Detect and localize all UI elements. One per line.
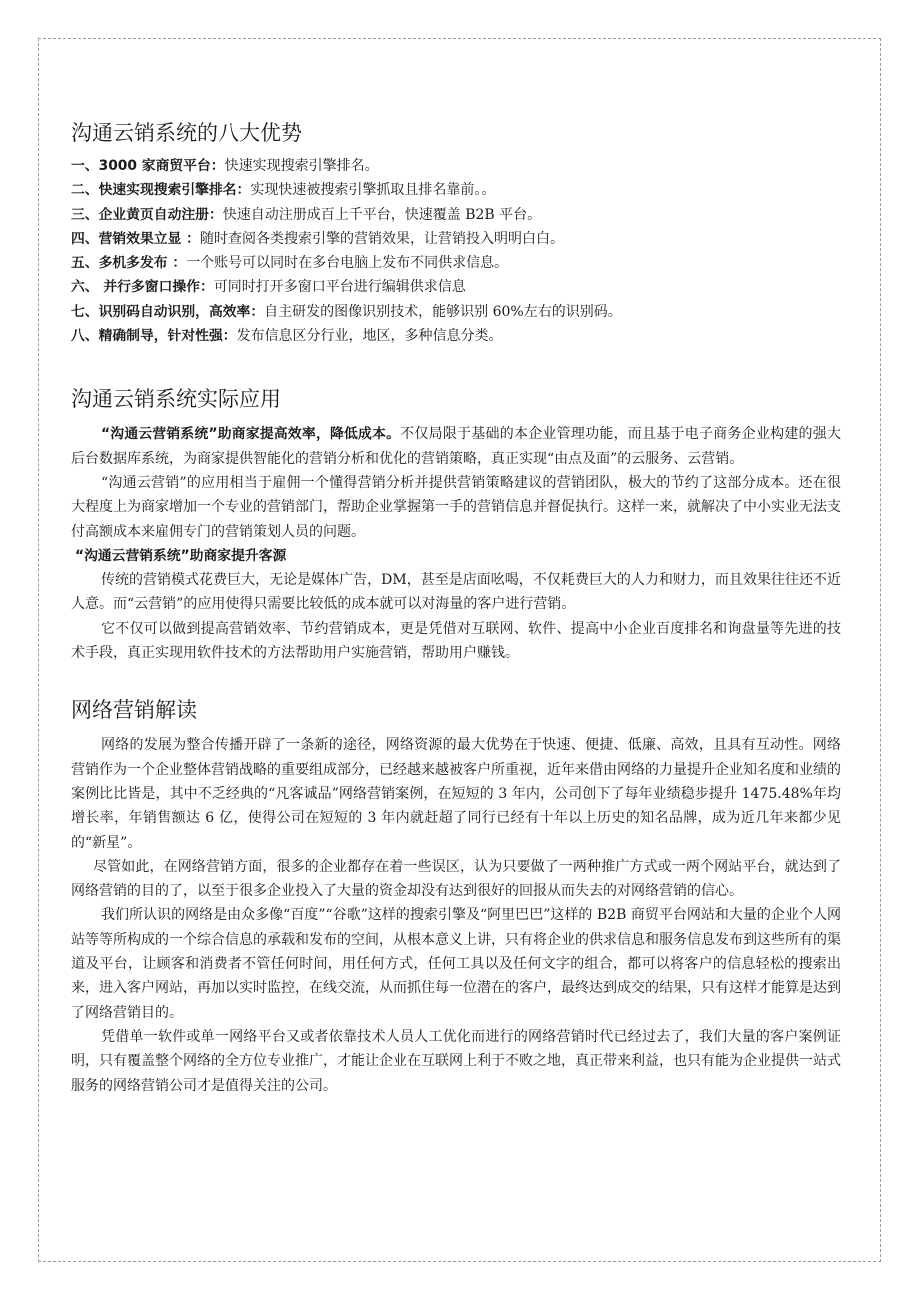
list-item: 四、营销效果立显 ：随时查阅各类搜索引擎的营销效果，让营销投入明明白白。 (71, 230, 564, 247)
paragraph: “沟通云营销系统”助商家提高效率，降低成本。不仅局限于基础的本企业管理功能，而且基于电子商务企业构建的强大后台数据库系统，为商家提供智能化的营销分析和优化的营销策略，真正实现“由点及面”的云服务、云营销。 (71, 426, 842, 467)
paragraph: “沟通云营销”的应用相当于雇佣一个懂得营销分析并提供营销策略建议的营销团队，极大的节约了这部分成本。还在很大程度上为商家增加一个专业的营销部门，帮助企业掌握第一手的营销信息并督促执行。这样一来，就解决了中小实业无法支付高额成本来雇佣专门的营销策划人员的问题。 (71, 474, 841, 540)
paragraph: 它不仅可以做到提高营销效率、节约营销成本，更是凭借对互联网、软件、提高中小企业百度排名和询盘量等先进的技术手段，真正实现用软件技术的方法帮助用户实施营销，帮助用户赚钱。 (71, 620, 841, 662)
list-item: 三、企业黄页自动注册：快速自动注册成百上千平台，快速覆盖 B2B 平台。 (71, 206, 542, 223)
section-title-network-marketing: 网络营销解读 (71, 698, 197, 723)
list-item: 二、快速实现搜索引擎排名：实现快速被搜索引擎抓取且排名靠前。。 (71, 182, 496, 199)
list-item: 七、识别码自动识别，高效率：自主研发的图像识别技术，能够识别 60%左右的识别码。 (71, 303, 622, 320)
paragraph: 传统的营销模式花费巨大，无论是媒体广告，DM，甚至是店面吆喝，不仅耗费巨大的人力和财力，而且效果往往还不近人意。而“云营销”的应用使得只需要比较低的成本就可以对海量的客户进行营销。 (71, 572, 841, 613)
advantages-list (71, 154, 841, 348)
list-item: 一、3000 家商贸平台：快速实现搜索引擎排名。 (71, 158, 379, 174)
list-item: 五、多机多发布 ：一个账号可以同时在多台电脑上发布不同供求信息。 (71, 255, 509, 272)
list-item: 八、精确制导，针对性强：发布信息区分行业，地区，多种信息分类。 (71, 328, 503, 345)
section-title-advantages: 沟通云销系统的八大优势 (71, 121, 302, 145)
paragraph: 我们所认识的网络是由众多像“百度”“谷歌”这样的搜索引擎及“阿里巴巴”这样的 B2B 商贸平台网站和大量的企业个人网站等等所构成的一个综合信息的承载和发布的空间，从根本意义上讲，只有将企业的供求信息和服务信息发布到这些所有的渠道及平台，让顾客和消费者不管任何时间，用任何方式，任何工具以及任何文字的组合，都可以将客户的信息轻松的搜索出来，进入客户网站，再加以实时监控，在线交流，从而抓住每一位潜在的客户，最终达到成交的结果，只有这样才能算是达到了网络营销目的。 (71, 907, 841, 1021)
paragraph: 尽管如此，在网络营销方面，很多的企业都存在着一些误区，认为只要做了一两种推广方式或一两个网站平台，就达到了网络营销的目的了，以至于很多企业投入了大量的资金却没有达到很好的回报从而失去的对网络营销的信心。 (71, 858, 841, 900)
paragraph: 网络的发展为整合传播开辟了一条新的途径，网络资源的最大优势在于快速、便捷、低廉、高效，且具有互动性。网络营销作为一个企业整体营销战略的重要组成部分，已经越来越被客户所重视，近年来借由网络的力量提升企业知名度和业绩的案例比比皆是，其中不乏经典的“凡客诚品”网络营销案例，在短短的 3 年内，公司创下了每年业绩稳步提升 1475.48%年均增长率，年销售额达 6 亿，使得公司在短短的 3 年内就赶超了同行已经有十年以上历史的知名品牌，成为近几年来都少见的“新星”。 (71, 737, 841, 851)
section-title-application: 沟通云销系统实际应用 (71, 387, 281, 412)
list-item: 六、 并行多窗口操作：可同时打开多窗口平台进行编辑供求信息 (71, 279, 466, 296)
document-body (71, 118, 841, 1098)
subheading: “沟通云营销系统”助商家提升客源 (75, 547, 287, 564)
paragraph: 凭借单一软件或单一网络平台又或者依靠技术人员人工优化而进行的网络营销时代已经过去了，我们大量的客户案例证明，只有覆盖整个网络的全方位专业推广，才能让企业在互联网上利于不败之地，真正带来利益，也只有能为企业提供一站式服务的网络营销公司才是值得关注的公司。 (71, 1028, 841, 1094)
